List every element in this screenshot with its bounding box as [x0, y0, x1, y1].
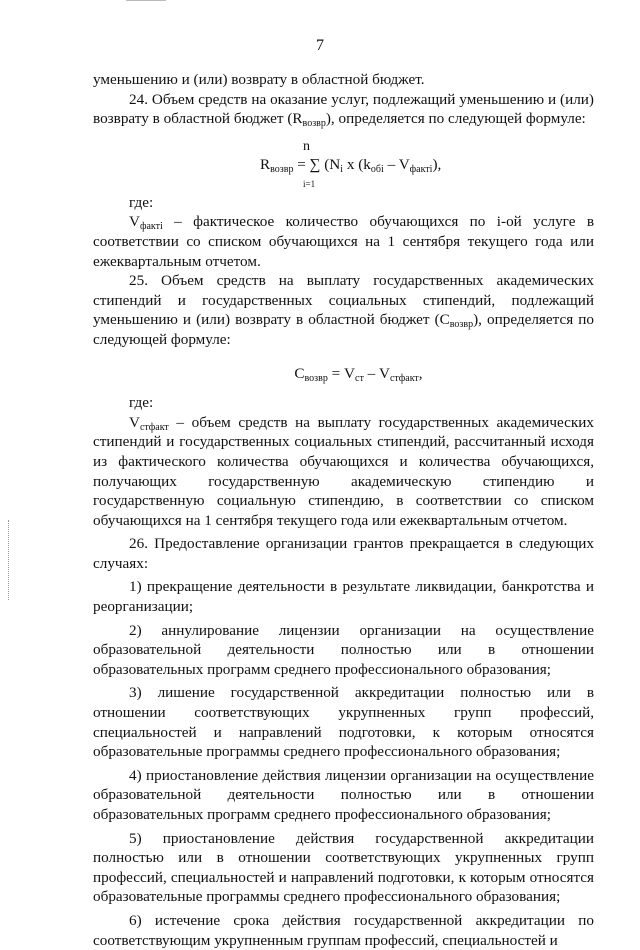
f1-eq: = ∑ (N — [293, 155, 341, 173]
f1-lhs-sub: возвр — [270, 163, 294, 175]
binding-mark — [8, 520, 12, 600]
scan-mark — [126, 0, 166, 2]
def2-sub: стфакт — [139, 421, 169, 433]
f2-lhs: С — [294, 364, 305, 382]
paragraph-25-sub: возвр — [449, 319, 474, 331]
paragraph-26: 26. Предоставление организации грантов прекращается в следующих случаях: — [93, 535, 594, 572]
f1-lhs: R — [260, 155, 271, 173]
paragraph-24-end: ), определяется по следующей формуле: — [325, 110, 586, 128]
f1-n-sub: i — [340, 163, 344, 175]
where-label-1: где: — [129, 193, 154, 211]
paragraph-25-end: ), определяется по следующей формуле: — [93, 311, 594, 348]
page-number: 7 — [316, 37, 324, 54]
list-item-4: 4) приостановление действия лицензии организации на осуществление образовательной деятельности полностью или в отношении образовательных программ среднего профессионального образования; — [93, 766, 594, 823]
intro-line: уменьшению и (или) возврату в областной бюджет. — [93, 71, 425, 88]
f2-st-sub: ст — [355, 372, 364, 384]
definition-v-fakti — [93, 212, 594, 271]
paragraph-24 — [93, 90, 594, 129]
paragraph-25 — [93, 271, 594, 349]
paragraph-24-sub: возвр — [302, 118, 326, 130]
page-content — [93, 70, 594, 950]
formula-r-vozvr — [93, 129, 594, 193]
list-item-5: 5) приостановление действия государственной аккредитации полностью или в отношении соответствующих укрупненных групп профессий, специальностей и направлений подготовки, к которым относятся образовательные программы среднего профессионального образования; — [93, 829, 594, 906]
list-item-6: 6) истечение срока действия государственной аккредитации по соответствующим укрупненным группам профессий, специальностей и — [93, 911, 594, 949]
f1-k-sub: обi — [370, 163, 384, 175]
def1-sub: фактi — [139, 221, 163, 233]
paragraph-25-text: 25. Объем средств на выплату государственных академических стипендий и государственных социальных стипендий, подлежащий уменьшению и (или) возврату в областной бюджет (С — [93, 272, 594, 329]
f2-minus: – V — [363, 364, 390, 382]
f2-tail: , — [418, 364, 423, 382]
def2-symbol: V — [129, 413, 140, 431]
list-item-1: 1) прекращение деятельности в результате ликвидации, банкротства и реорганизации; — [93, 578, 594, 616]
f1-minus: – V — [383, 155, 410, 173]
def1-symbol: V — [129, 213, 140, 231]
formula-c-vozvr — [93, 350, 594, 394]
paragraph-24-text: 24. Объем средств на оказание услуг, подлежащий уменьшению и (или) возврату в областной бюджет (R — [93, 90, 594, 128]
sum-lower-limit: i=1 — [303, 178, 316, 189]
where-label-2: где: — [129, 394, 154, 412]
f2-stf-sub: стфакт — [389, 372, 419, 384]
def2-text: – объем средств на выплату государственных академических стипендий и государственных социальных стипендий, рассчитанный исходя из фактического количества обучающихся и количества обучающихся, получающих государственную академическую стипендию и государственную социальную стипендию, в соответствии со списком обучающихся на 1 сентября текущего года или ежеквартальным отчетом. — [93, 413, 594, 529]
list-item-2: 2) аннулирование лицензии организации на осуществление образовательной деятельности полностью или в отношении образовательных программ среднего профессионального образования; — [93, 621, 594, 678]
sum-upper-limit: n — [303, 138, 310, 154]
f2-lhs-sub: возвр — [304, 372, 328, 384]
definition-v-stfakt — [93, 413, 594, 531]
formula-r-expression — [260, 155, 441, 175]
list-item-3: 3) лишение государственной аккредитации полностью или в отношении соответствующих укрупненных групп профессий, специальностей и направлений подготовки, к которым относятся образовательные программы среднего профессионального образования; — [93, 684, 594, 761]
def1-text: – фактическое количество обучающихся по i-ой услуге в соответствии со списком обучающихся на 1 сентября текущего года или ежеквартальным отчетом. — [93, 213, 594, 270]
f1-v-sub: фактi — [409, 163, 433, 175]
f1-mid: x (k — [343, 155, 371, 173]
f1-tail: ), — [432, 155, 442, 173]
f2-eq: = V — [327, 364, 355, 382]
